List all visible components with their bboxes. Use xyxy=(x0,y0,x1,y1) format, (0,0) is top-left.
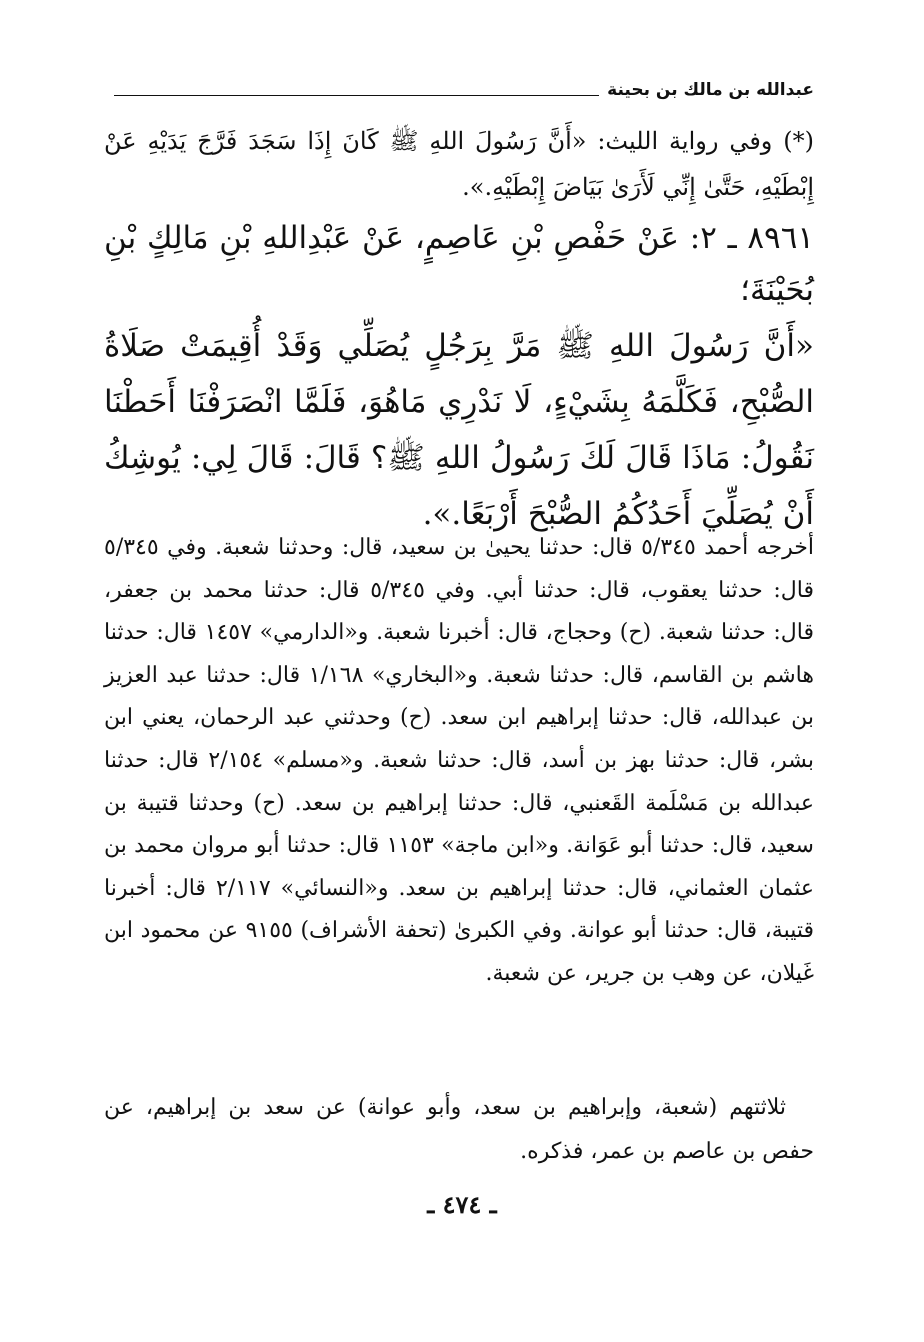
running-title: عبدالله بن مالك بن بحينة xyxy=(607,80,814,100)
hadith-heading: ٨٩٦١ ـ ٢: عَنْ حَفْصِ بْنِ عَاصِمٍ، عَنْ عَبْدِاللهِ بْنِ مَالِكٍ بْنِ بُحَيْنَةَ؛ xyxy=(104,220,814,308)
header-rule xyxy=(114,95,599,96)
hadith-text: «أَنَّ رَسُولَ اللهِ ﷺ مَرَّ بِرَجُلٍ يُصَلِّي وَقَدْ أُقِيمَتْ صَلَاةُ الصُّبْحِ، فَكَلَّمَهُ بِشَيْءٍ، لَا نَدْرِي مَاهُوَ، فَلَمَّا انْصَرَفْنَا أَحَطْنَا نَقُولُ: مَاذَا قَالَ لَكَ رَسُولُ اللهِ ﷺ؟ قَالَ: قَالَ لِي: يُوشِكُ أَنْ يُصَلِّيَ أَحَدُكُمُ الصُّبْحَ أَرْبَعًا.». xyxy=(104,328,814,532)
summary-text: ثلاثتهم (شعبة، وإبراهيم بن سعد، وأبو عوانة) عن سعد بن إبراهيم، عن حفص بن عاصم بن عمر، فذكره. xyxy=(104,1095,814,1164)
summary-paragraph xyxy=(104,1086,814,1174)
running-header xyxy=(114,76,814,104)
footnote: (*) وفي رواية الليث: «أَنَّ رَسُولَ اللهِ ﷺ كَانَ إِذَا سَجَدَ فَرَّجَ يَدَيْهِ عَنْ إِبْطَيْهِ، حَتَّىٰ إِنِّي لَأَرَىٰ بَيَاضَ إِبْطَيْهِ.». xyxy=(104,127,815,201)
takhrij-text: أخرجه أحمد ٥/٣٤٥ قال: حدثنا يحيىٰ بن سعيد، قال: وحدثنا شعبة. وفي ٥/٣٤٥ قال: حدثنا يعقوب، قال: حدثنا أبي. وفي ٥/٣٤٥ قال: حدثنا محمد بن جعفر، قال: حدثنا شعبة. (ح) وحجاج، قال: أخبرنا شعبة. و«الدارمي» ١٤٥٧ قال: حدثنا هاشم بن القاسم، قال: حدثنا شعبة. و«البخاري» ١/١٦٨ قال: حدثنا عبد العزيز بن عبدالله، قال: حدثنا إبراهيم ابن سعد. (ح) وحدثني عبد الرحمان، يعني ابن بشر، قال: حدثنا بهز بن أسد، قال: حدثنا شعبة. و«مسلم» ٢/١٥٤ قال: حدثنا عبدالله بن مَسْلَمة القَعنبي، قال: حدثنا إبراهيم بن سعد. (ح) وحدثنا قتيبة بن سعيد، قال: حدثنا أبو عَوَانة. و«ابن ماجة» ١١٥٣ قال: حدثنا أبو مروان محمد بن عثمان العثماني، قال: حدثنا إبراهيم بن سعد. و«النسائي» ٢/١١٧ قال: أخبرنا قتيبة، قال: حدثنا أبو عوانة. وفي الكبرىٰ (تحفة الأشراف) ٩١٥٥ عن محمود ابن غَيلان، عن وهب بن جرير، عن شعبة. xyxy=(104,535,815,986)
takhrij-paragraph xyxy=(104,527,814,996)
page-number: ـ ٤٧٤ ـ xyxy=(427,1190,497,1219)
